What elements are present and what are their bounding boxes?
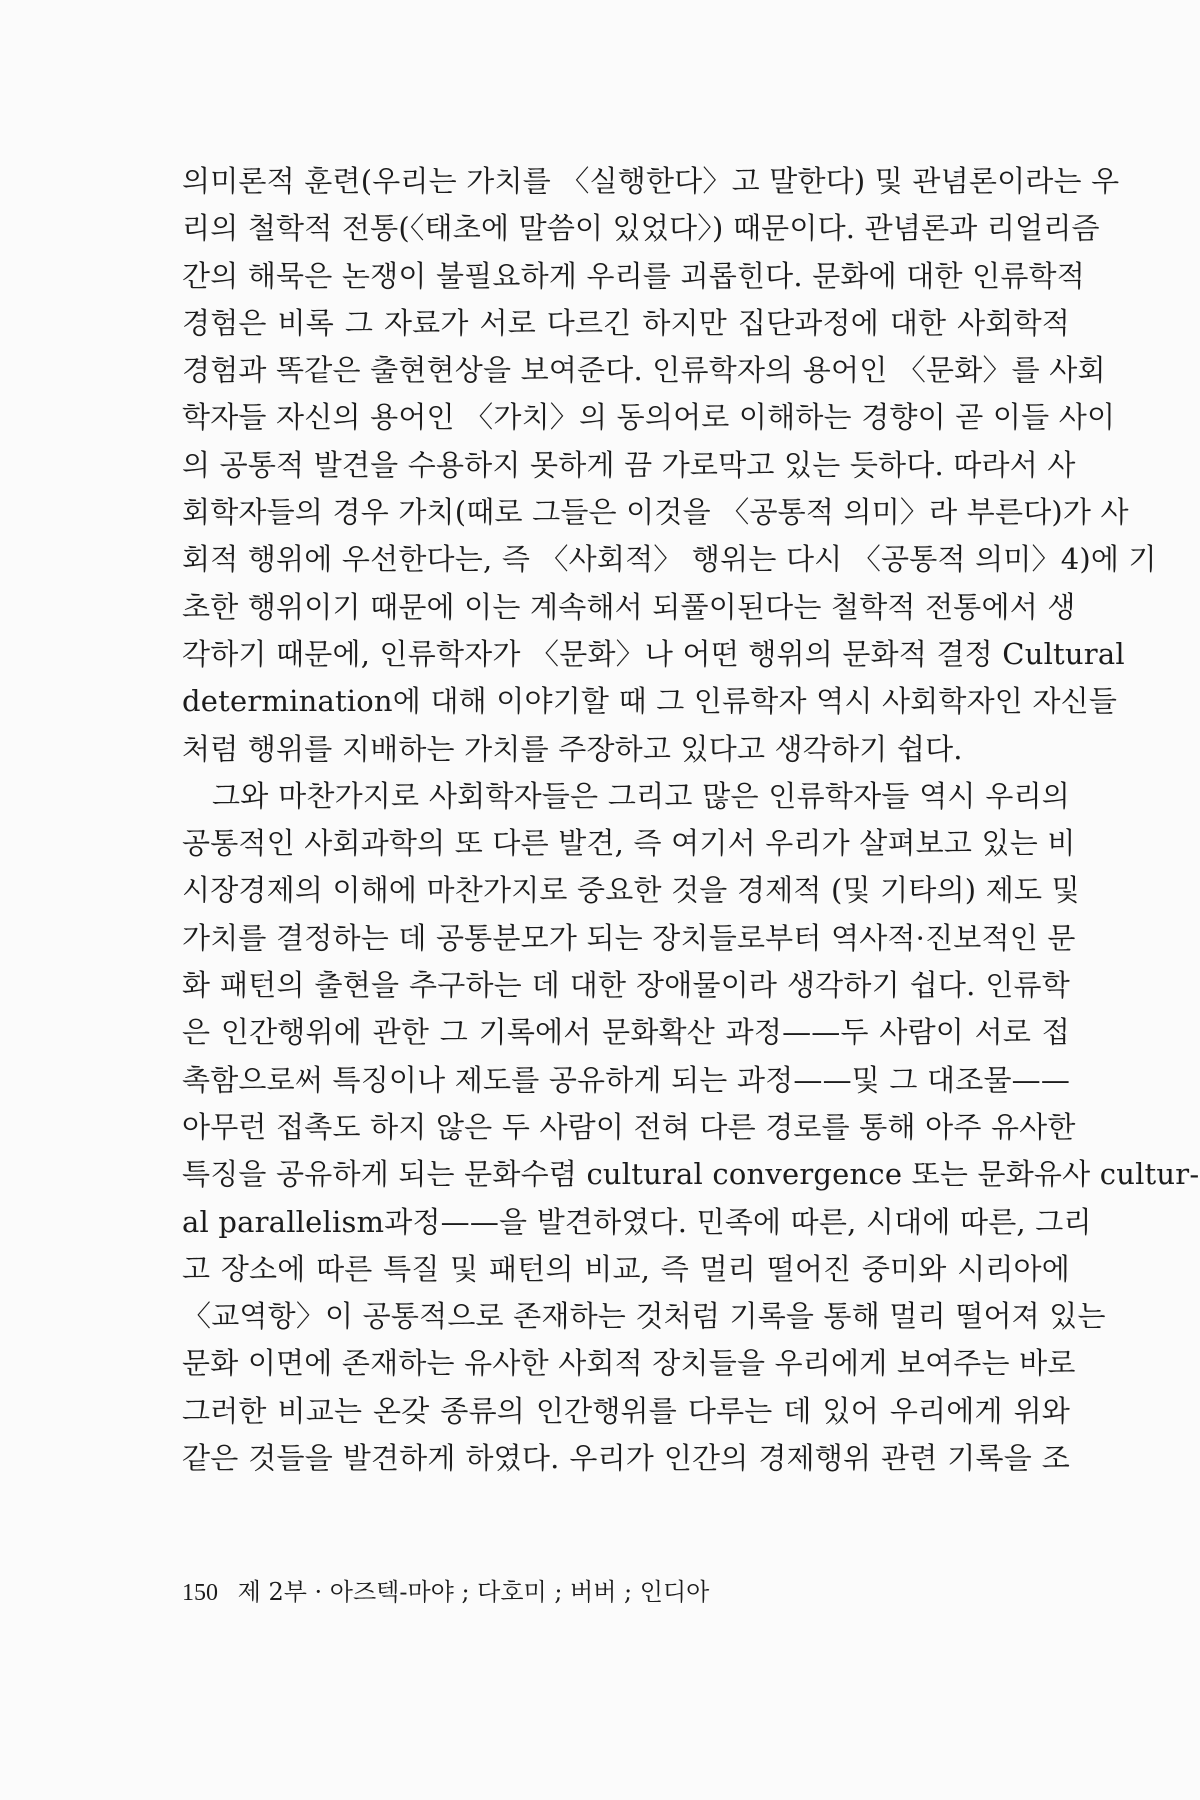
running-head: 제 2부 · 아즈텍-마야 ; 다호미 ; 버버 ; 인디아 [237, 1578, 710, 1606]
text-line: 화 패턴의 출현을 추구하는 데 대한 장애물이라 생각하기 쉽다. 인류학 [182, 968, 1070, 1003]
page-footer [182, 1577, 709, 1608]
text-line: 의 공통적 발견을 수용하지 못하게 끔 가로막고 있는 듯하다. 따라서 사 [182, 447, 1076, 482]
text-line: 특징을 공유하게 되는 문화수렴 cultural convergence 또는 문화유사 cultur- [182, 1157, 1200, 1192]
text-line: 회적 행위에 우선한다는, 즉 〈사회적〉 행위는 다시 〈공통적 의미〉4)에 기 [182, 542, 1157, 577]
text-line: 촉함으로써 특징이나 제도를 공유하게 되는 과정——및 그 대조물—— [182, 1062, 1071, 1097]
text-line: 간의 해묵은 논쟁이 불필요하게 우리를 괴롭힌다. 문화에 대한 인류학적 [182, 258, 1085, 293]
text-line: 그러한 비교는 온갖 종류의 인간행위를 다루는 데 있어 우리에게 위와 [182, 1393, 1070, 1428]
text-line: 경험과 똑같은 출현현상을 보여준다. 인류학자의 용어인 〈문화〉를 사회 [182, 353, 1106, 388]
text-line: 각하기 때문에, 인류학자가 〈문화〉나 어떤 행위의 문화적 결정 Cultural [182, 636, 1125, 671]
text-line: 문화 이면에 존재하는 유사한 사회적 장치들을 우리에게 보여주는 바로 [182, 1346, 1076, 1381]
text-line: 시장경제의 이해에 마찬가지로 중요한 것을 경제적 (및 기타의) 제도 및 [182, 873, 1080, 908]
page-number: 150 [182, 1580, 218, 1606]
text-line: 학자들 자신의 용어인 〈가치〉의 동의어로 이해하는 경향이 곧 이들 사이 [182, 400, 1116, 435]
paragraph-end-line: 처럼 행위를 지배하는 가치를 주장하고 있다고 생각하기 쉽다. [182, 731, 963, 766]
text-line: 같은 것들을 발견하게 하였다. 우리가 인간의 경제행위 관련 기록을 조 [182, 1441, 1070, 1476]
text-line: 고 장소에 따른 특질 및 패턴의 비교, 즉 멀리 떨어진 중미와 시리아에 [182, 1251, 1070, 1286]
text-line: 리의 철학적 전통(〈태초에 말씀이 있었다〉) 때문이다. 관념론과 리얼리즘 [182, 211, 1100, 246]
paragraph-start-line: 그와 마찬가지로 사회학자들은 그리고 많은 인류학자들 역시 우리의 [212, 778, 1070, 813]
text-line: 〈교역항〉이 공통적으로 존재하는 것처럼 기록을 통해 멀리 떨어져 있는 [182, 1299, 1106, 1334]
text-line: 의미론적 훈련(우리는 가치를 〈실행한다〉고 말한다) 및 관념론이라는 우 [182, 164, 1120, 198]
text-line: 아무런 접촉도 하지 않은 두 사람이 전혀 다른 경로를 통해 아주 유사한 [182, 1109, 1076, 1144]
text-line: 가치를 결정하는 데 공통분모가 되는 장치들로부터 역사적·진보적인 문 [182, 920, 1076, 955]
text-line: determination에 대해 이야기할 때 그 인류학자 역시 사회학자인 자신들 [182, 684, 1118, 719]
text-line: 공통적인 사회과학의 또 다른 발견, 즉 여기서 우리가 살펴보고 있는 비 [182, 826, 1076, 861]
body-text [182, 158, 1200, 1482]
text-line: 은 인간행위에 관한 그 기록에서 문화확산 과정——두 사람이 서로 접 [182, 1015, 1070, 1050]
text-line: al parallelism과정——을 발견하였다. 민족에 따른, 시대에 따른, 그리 [182, 1204, 1092, 1239]
text-line: 초한 행위이기 때문에 이는 계속해서 되풀이된다는 철학적 전통에서 생 [182, 589, 1076, 624]
text-line: 경험은 비록 그 자료가 서로 다르긴 하지만 집단과정에 대한 사회학적 [182, 305, 1070, 340]
text-line: 회학자들의 경우 가치(때로 그들은 이것을 〈공통적 의미〉라 부른다)가 사 [182, 495, 1129, 530]
